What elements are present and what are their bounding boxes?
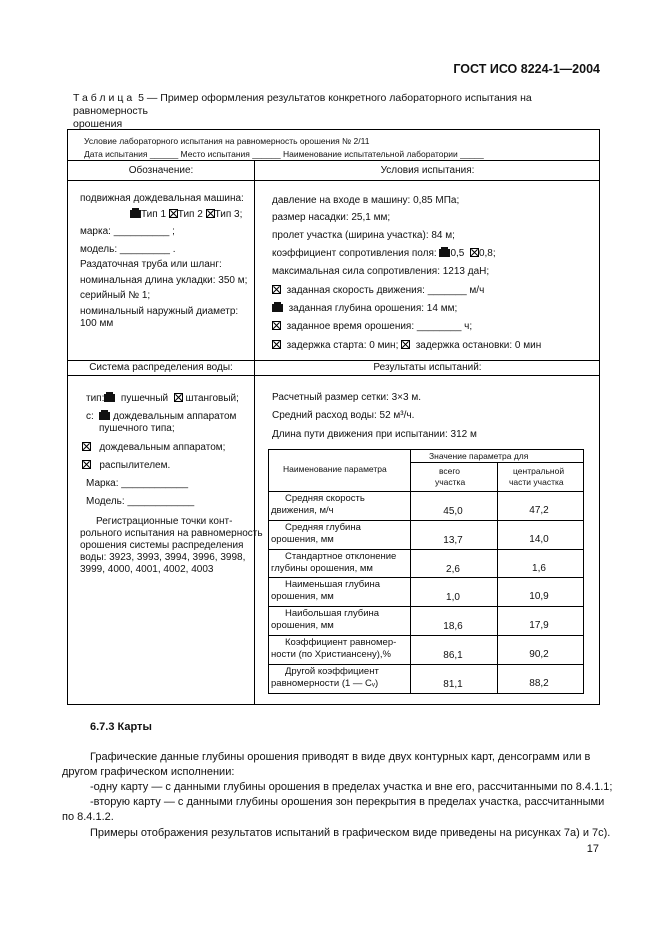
reg-line1: Регистрационные точки конт- xyxy=(96,516,233,527)
param-name-line1: Коэффициент равномер- xyxy=(285,637,397,648)
sprinkler-label: дождевальным аппаратом; xyxy=(99,442,226,453)
param-name-line1: Стандартное отклонение xyxy=(285,550,397,562)
checkbox-icon[interactable] xyxy=(272,340,281,349)
filled-mark-icon xyxy=(104,394,115,402)
col-param: Наименование параметра xyxy=(283,464,387,474)
gun-sprinkler-label: дождевальным аппаратом xyxy=(113,411,237,422)
grid-size: Расчетный размер сетки: 3×3 м. xyxy=(272,392,421,403)
sprayer-option xyxy=(82,460,170,472)
caption-line2: орошения xyxy=(73,118,123,130)
value-center: 17,9 xyxy=(529,620,549,632)
avg-flow: Средний расход воды: 52 м³/ч. xyxy=(272,410,415,421)
col-center-2: части участка xyxy=(509,477,564,487)
checkbox-icon[interactable] xyxy=(401,340,410,349)
brand-field: марка: __________ ; xyxy=(80,226,175,237)
para-1b: другом графическом исполнении: xyxy=(62,766,235,778)
value-total: 18,6 xyxy=(443,621,463,633)
row-divider xyxy=(269,635,583,636)
reg-line3: орошения системы распределения xyxy=(80,540,244,551)
type1-label: Тип 1 xyxy=(141,209,167,220)
field-resistance xyxy=(272,248,496,260)
depth-label: заданная глубина орошения: 14 мм; xyxy=(288,303,458,314)
row-divider xyxy=(269,549,583,550)
reg-line2: рольного испытания на равномерность xyxy=(80,528,263,539)
inlet-pressure: давление на входе в машину: 0,85 МПа; xyxy=(272,195,460,206)
distribution-type xyxy=(86,393,239,405)
pipe-length: номинальная длина укладки: 350 м; xyxy=(80,275,248,286)
param-name-line1: Другой коэффициент xyxy=(285,665,379,677)
test-condition-line: Условие лабораторного испытания на равномерность орошения № 2/11 xyxy=(84,136,370,146)
stop-delay-label: задержка остановки: 0 мин xyxy=(415,340,542,351)
reg-line5: 3999, 4000, 4001, 4002, 4003 xyxy=(80,564,214,575)
model-field: модель: _________ . xyxy=(80,244,176,255)
para-3b: по 8.4.1.2. xyxy=(62,811,114,823)
param-name-line2: глубины орошения, мм xyxy=(271,562,373,574)
sprayer-label: распылителем. xyxy=(99,460,171,471)
diameter-value: 100 мм xyxy=(80,318,114,329)
value-center: 10,9 xyxy=(529,591,549,603)
start-delay-label: задержка старта: 0 мин; xyxy=(286,340,399,351)
value-total: 81,1 xyxy=(443,678,463,690)
with-label: с: xyxy=(86,411,94,422)
checkbox-icon[interactable] xyxy=(169,209,178,218)
set-speed xyxy=(272,285,484,297)
resistance-a: 0,5 xyxy=(450,248,465,259)
param-name-line2: движения, м/ч xyxy=(271,505,334,516)
results-heading: Результаты испытаний: xyxy=(373,362,482,373)
value-center: 88,2 xyxy=(529,677,549,689)
distribution-heading: Система распределения воды: xyxy=(89,362,233,373)
row-divider xyxy=(269,606,583,607)
set-depth xyxy=(272,303,457,315)
dist-brand: Марка: ____________ xyxy=(86,478,189,489)
param-name-line1: Наименьшая глубина xyxy=(285,579,381,591)
boom-label: штанговый; xyxy=(185,393,239,404)
checkbox-icon[interactable] xyxy=(82,460,91,469)
value-total: 13,7 xyxy=(443,534,463,546)
param-name-line1: Средняя скорость xyxy=(285,493,365,504)
nozzle-size: размер насадки: 25,1 мм; xyxy=(272,212,391,223)
table-caption xyxy=(73,92,603,131)
span-width: пролет участка (ширина участка): 84 м; xyxy=(272,230,455,241)
param-name-line2: ности (по Христиансену),% xyxy=(271,649,391,660)
type3-label: Тип 3; xyxy=(214,209,243,220)
max-force: максимальная сила сопротивления: 1213 даН; xyxy=(272,266,490,277)
col-total-2: участка xyxy=(435,477,466,487)
para-1a: Графические данные глубины орошения приводят в виде двух контурных карт, денсограмм или в xyxy=(90,751,591,763)
type-label: тип: xyxy=(86,393,105,404)
checkbox-icon[interactable] xyxy=(470,248,479,257)
test-date-line: Дата испытания ______ Место испытания ______ Наименование испытательной лаборатории _____ xyxy=(84,149,484,159)
para-3a: -вторую карту — с данными глубины орошения зон перекрытия в пределах участка, рассчитанными xyxy=(90,796,605,808)
value-center: 1,6 xyxy=(532,562,546,574)
path-length: Длина пути движения при испытании: 312 м xyxy=(272,429,477,440)
reg-line4: воды: 3923, 3993, 3994, 3996, 3998, xyxy=(80,552,246,563)
dist-model: Модель: ____________ xyxy=(86,496,195,507)
type-options xyxy=(130,209,242,221)
type2-label: Тип 2 xyxy=(177,209,203,220)
checkbox-icon[interactable] xyxy=(82,442,91,451)
sprinkler-option xyxy=(82,442,225,454)
param-name-line2: орошения, мм xyxy=(271,620,334,632)
machine-label: подвижная дождевальная машина: xyxy=(80,193,244,204)
value-center: 14,0 xyxy=(529,533,549,545)
delays xyxy=(272,340,541,352)
filled-mark-icon xyxy=(439,249,450,257)
col-total-1: всего xyxy=(439,466,461,476)
checkbox-icon[interactable] xyxy=(174,393,183,402)
row-divider xyxy=(269,664,583,665)
diameter-label: номинальный наружный диаметр: xyxy=(80,306,239,317)
set-time xyxy=(272,321,472,333)
conditions-heading: Условия испытания: xyxy=(380,165,475,176)
document-standard-header: ГОСТ ИСО 8224-1—2004 xyxy=(453,62,600,76)
filled-mark-icon xyxy=(272,304,283,312)
designation-heading: Обозначение: xyxy=(128,165,194,176)
value-total: 2,6 xyxy=(446,563,460,575)
value-center: 90,2 xyxy=(529,649,549,660)
gun-sprinkler-2: пушечного типа; xyxy=(99,423,175,434)
filled-mark-icon xyxy=(99,412,110,420)
caption-line1: 5 — Пример оформления результатов конкретного лабораторного испытания на равномерность xyxy=(73,92,532,117)
resistance-label: коэффициент сопротивления поля: xyxy=(272,248,437,259)
serial-number: серийный № 1; xyxy=(80,290,151,301)
checkbox-icon[interactable] xyxy=(206,209,215,218)
para-2: -одну карту — с данными глубины орошения в пределах участка и вне его, рассчитанными по 8.4.1.1; xyxy=(90,781,613,793)
value-total: 86,1 xyxy=(443,650,463,661)
page-number: 17 xyxy=(586,843,599,855)
filled-mark-icon xyxy=(130,210,141,218)
value-total: 1,0 xyxy=(446,592,460,604)
pipe-label: Раздаточная труба или шланг: xyxy=(80,259,222,270)
col-center-1: центральной xyxy=(513,466,565,476)
caption-label: Таблица xyxy=(73,92,136,104)
time-label: заданное время орошения: ________ ч; xyxy=(286,321,473,332)
param-name-line2: орошения, мм xyxy=(271,591,334,603)
gun-sprinkler xyxy=(86,411,236,423)
section-title: 6.7.3 Карты xyxy=(90,721,152,733)
checkbox-icon[interactable] xyxy=(272,285,281,294)
resistance-b: 0,8; xyxy=(478,248,496,259)
checkbox-icon[interactable] xyxy=(272,321,281,330)
row-divider xyxy=(269,577,583,578)
row-divider xyxy=(269,520,583,521)
value-total: 45,0 xyxy=(443,506,463,517)
param-name-line1: Наибольшая глубина xyxy=(285,608,380,620)
param-name-line1: Средняя глубина xyxy=(285,521,361,533)
param-name-line2: равномерности (1 — Cᵥ) xyxy=(271,677,379,689)
col-group: Значение параметра для xyxy=(429,451,529,461)
value-center: 47,2 xyxy=(529,505,549,516)
gun-label: пушечный xyxy=(120,393,169,404)
speed-label: заданная скорость движения: _______ м/ч xyxy=(286,285,485,296)
param-name-line2: орошения, мм xyxy=(271,533,334,545)
results-inner-table xyxy=(268,449,584,694)
para-4: Примеры отображения результатов испытаний в графическом виде приведены на рисунках 7а) и 7с). xyxy=(90,827,611,839)
